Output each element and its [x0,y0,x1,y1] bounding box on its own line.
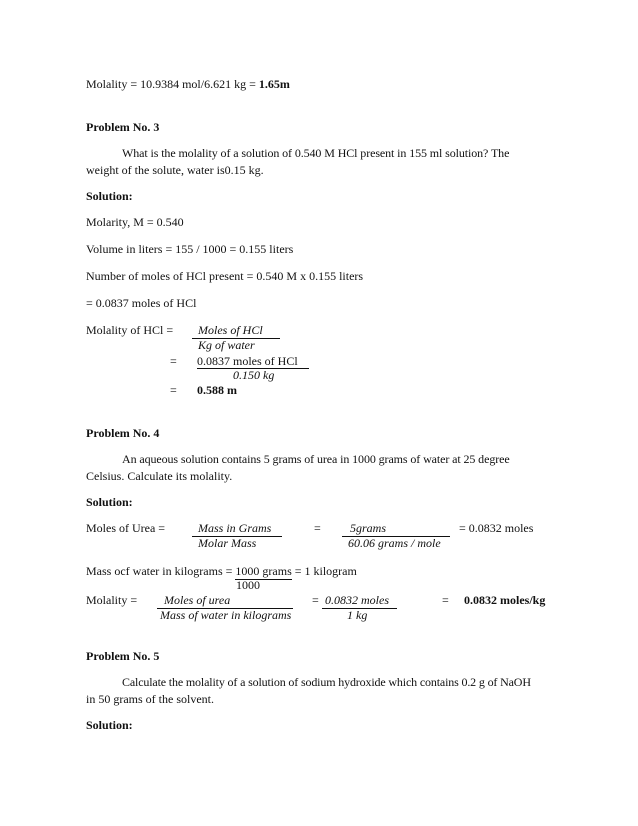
problem-3-heading: Problem No. 3 [86,120,160,134]
problem-4-equals-1: = [314,521,321,535]
fraction-c-numerator: Moles of urea [164,593,231,607]
fraction-2-numerator [197,355,298,367]
mass-of-water-numerator: 1000 grams [235,564,292,578]
mass-of-water-result: = 1 kilogram [291,564,357,578]
molality-result-prefix: Molality = 10.9384 mol/6.621 kg = [86,77,259,91]
mass-of-water-prefix: Mass ocf water in kilograms = [86,564,236,578]
problem-3-equals-1: = [170,354,177,368]
problem-5-solution-label: Solution: [86,718,133,732]
problem-4-equals-2: = [312,593,319,607]
fraction-a-denominator: Molar Mass [198,536,257,550]
fraction-b-denominator: 60.06 grams / mole [348,536,441,550]
problem-5-question-line-1: Calculate the molality of a solution of sodium hydroxide which contains 0.2 g of NaOH [122,675,531,689]
fraction-c-denominator: Mass of water in kilograms [160,608,292,622]
fraction-a-numerator: Mass in Grams [198,521,272,535]
problem-3-equals-2: = [170,383,177,397]
moles-of-urea-result: = 0.0832 moles [459,521,534,535]
molality-result-value: 1.65m [258,77,290,91]
problem-4-question-line-1: An aqueous solution contains 5 grams of urea in 1000 grams of water at 25 degree [122,452,510,466]
fraction-b-numerator: 5grams [350,521,387,535]
fraction-2-denominator: 0.150 kg [233,368,275,382]
problem-3-molarity: Molarity, M = 0.540 [86,215,184,229]
problem-4-molality-label: Molality = [86,593,138,607]
problem-5-heading: Problem No. 5 [86,649,160,663]
problem-3-result: 0.588 m [197,383,237,397]
problem-3-volume: Volume in liters = 155 / 1000 = 0.155 liters [86,242,294,256]
fraction-1-numerator: Moles of HCl [198,323,263,337]
problem-3-solution-label: Solution: [86,189,133,203]
problem-4-question-line-2: Celsius. Calculate its molality. [86,469,233,483]
fraction-2-numerator-text: 0.0837 moles of HCl [197,354,298,368]
fraction-d-denominator: 1 kg [347,608,368,622]
problem-3-moles: Number of moles of HCl present = 0.540 M x 0.155 liters [86,269,364,283]
problem-5-question-line-2: in 50 grams of the solvent. [86,692,214,706]
problem-4-equals-3: = [442,593,449,607]
molality-result-line [86,78,290,90]
mass-of-water-denominator: 1000 [236,578,260,592]
moles-of-urea-label: Moles of Urea = [86,521,166,535]
problem-3-moles-result: = 0.0837 moles of HCl [86,296,197,310]
problem-3-question-line-2: weight of the solute, water is0.15 kg. [86,163,264,177]
problem-4-result: 0.0832 moles/kg [464,593,546,607]
mass-of-water-line [86,565,357,577]
fraction-1-denominator: Kg of water [198,338,255,352]
fraction-d-numerator: 0.0832 moles [325,593,389,607]
problem-3-molality-label: Molality of HCl = [86,323,174,337]
problem-4-heading: Problem No. 4 [86,426,160,440]
problem-4-solution-label: Solution: [86,495,133,509]
problem-3-question-line-1: What is the molality of a solution of 0.540 M HCl present in 155 ml solution? The [122,146,510,160]
